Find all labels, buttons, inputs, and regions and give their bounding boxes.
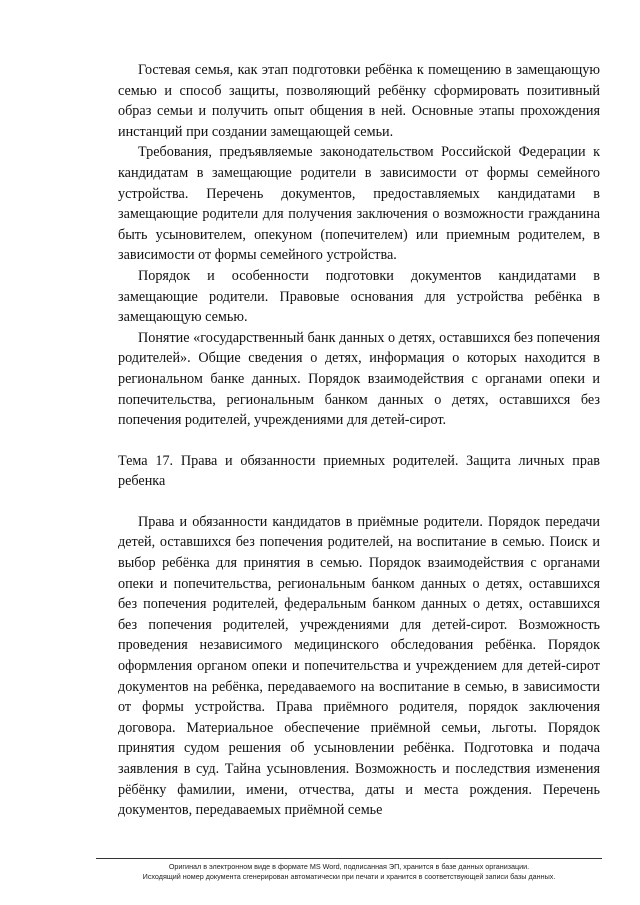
footer-note-outgoing-number: Исходящий номер документа сгенерирован автоматически при печати и хранится в соответствующей записи базы данных. [142, 872, 556, 881]
paragraph-requirements: Требования, предъявляемые законодательством Российской Федерации к кандидатам в замещающие родители в зависимости от формы семейного устройства. Перечень документов, предоставляемых кандидатами в замещающие родители для получения заключения о возможности гражданина быть усыновителем, опекуном (попечителем) или приемным родителем, в зависимости от формы семейного устройства. [118, 144, 600, 264]
paragraph-state-data-bank: Понятие «государственный банк данных о детях, оставшихся без попечения родителей». Общие сведения о детях, информация о которых находится в региональном банке данных. Порядок взаимодействия с органами опеки и попечительства, региональным банком данных о детях, оставшихся без попечения родителей, учреждениями для детей-сирот. [118, 329, 600, 429]
footer-divider [96, 858, 602, 859]
paragraph-documents-preparation: Порядок и особенности подготовки документов кандидатами в замещающие родители. Правовые основания для устройства ребёнка в замещающую семью. [118, 267, 600, 326]
footer-note-original: Оригинал в электронном виде в формате MS Word, подписанная ЭП, хранится в базе данных организации. [168, 862, 530, 871]
document-body [118, 60, 600, 821]
spacer [118, 431, 600, 451]
spacer [118, 492, 600, 512]
paragraph-rights-and-duties: Права и обязанности кандидатов в приёмные родители. Порядок передачи детей, оставшихся без попечения родителей, на воспитание в семью. Поиск и выбор ребёнка для принятия в семью. Порядок взаимодействия с органами опеки и попечительства, региональным банком данных о детях, оставшихся без попечения родителей, федеральным банком данных о детях, оставшихся без попечения родителей, учреждениями для детей-сирот. Возможность проведения независимого медицинского обследования ребёнка. Порядок оформления органом опеки и попечительства и учреждением для детей-сирот документов на ребёнка, передаваемого на воспитание в семью, в зависимости от формы устройства. Права приёмного родителя, порядок заключения договора. Материальное обеспечение приёмной семьи, льготы. Порядок принятия судом решения об усыновлении ребёнка. Подготовка и подача заявления в суд. Тайна усыновления. Возможность и последствия изменения рёбёнку фамилии, имени, отчества, даты и места рождения. Перечень документов, передаваемых приёмной семье [118, 513, 600, 819]
topic-heading: Тема 17. Права и обязанности приемных родителей. Защита личных прав ребенка [118, 452, 600, 490]
paragraph-guest-family: Гостевая семья, как этап подготовки ребёнка к помещению в замещающую семью и способ защиты, позволяющий ребёнку сформировать позитивный образ семьи и получить опыт общения в ней. Основные этапы прохождения инстанций при создании замещающей семьи. [118, 62, 600, 140]
